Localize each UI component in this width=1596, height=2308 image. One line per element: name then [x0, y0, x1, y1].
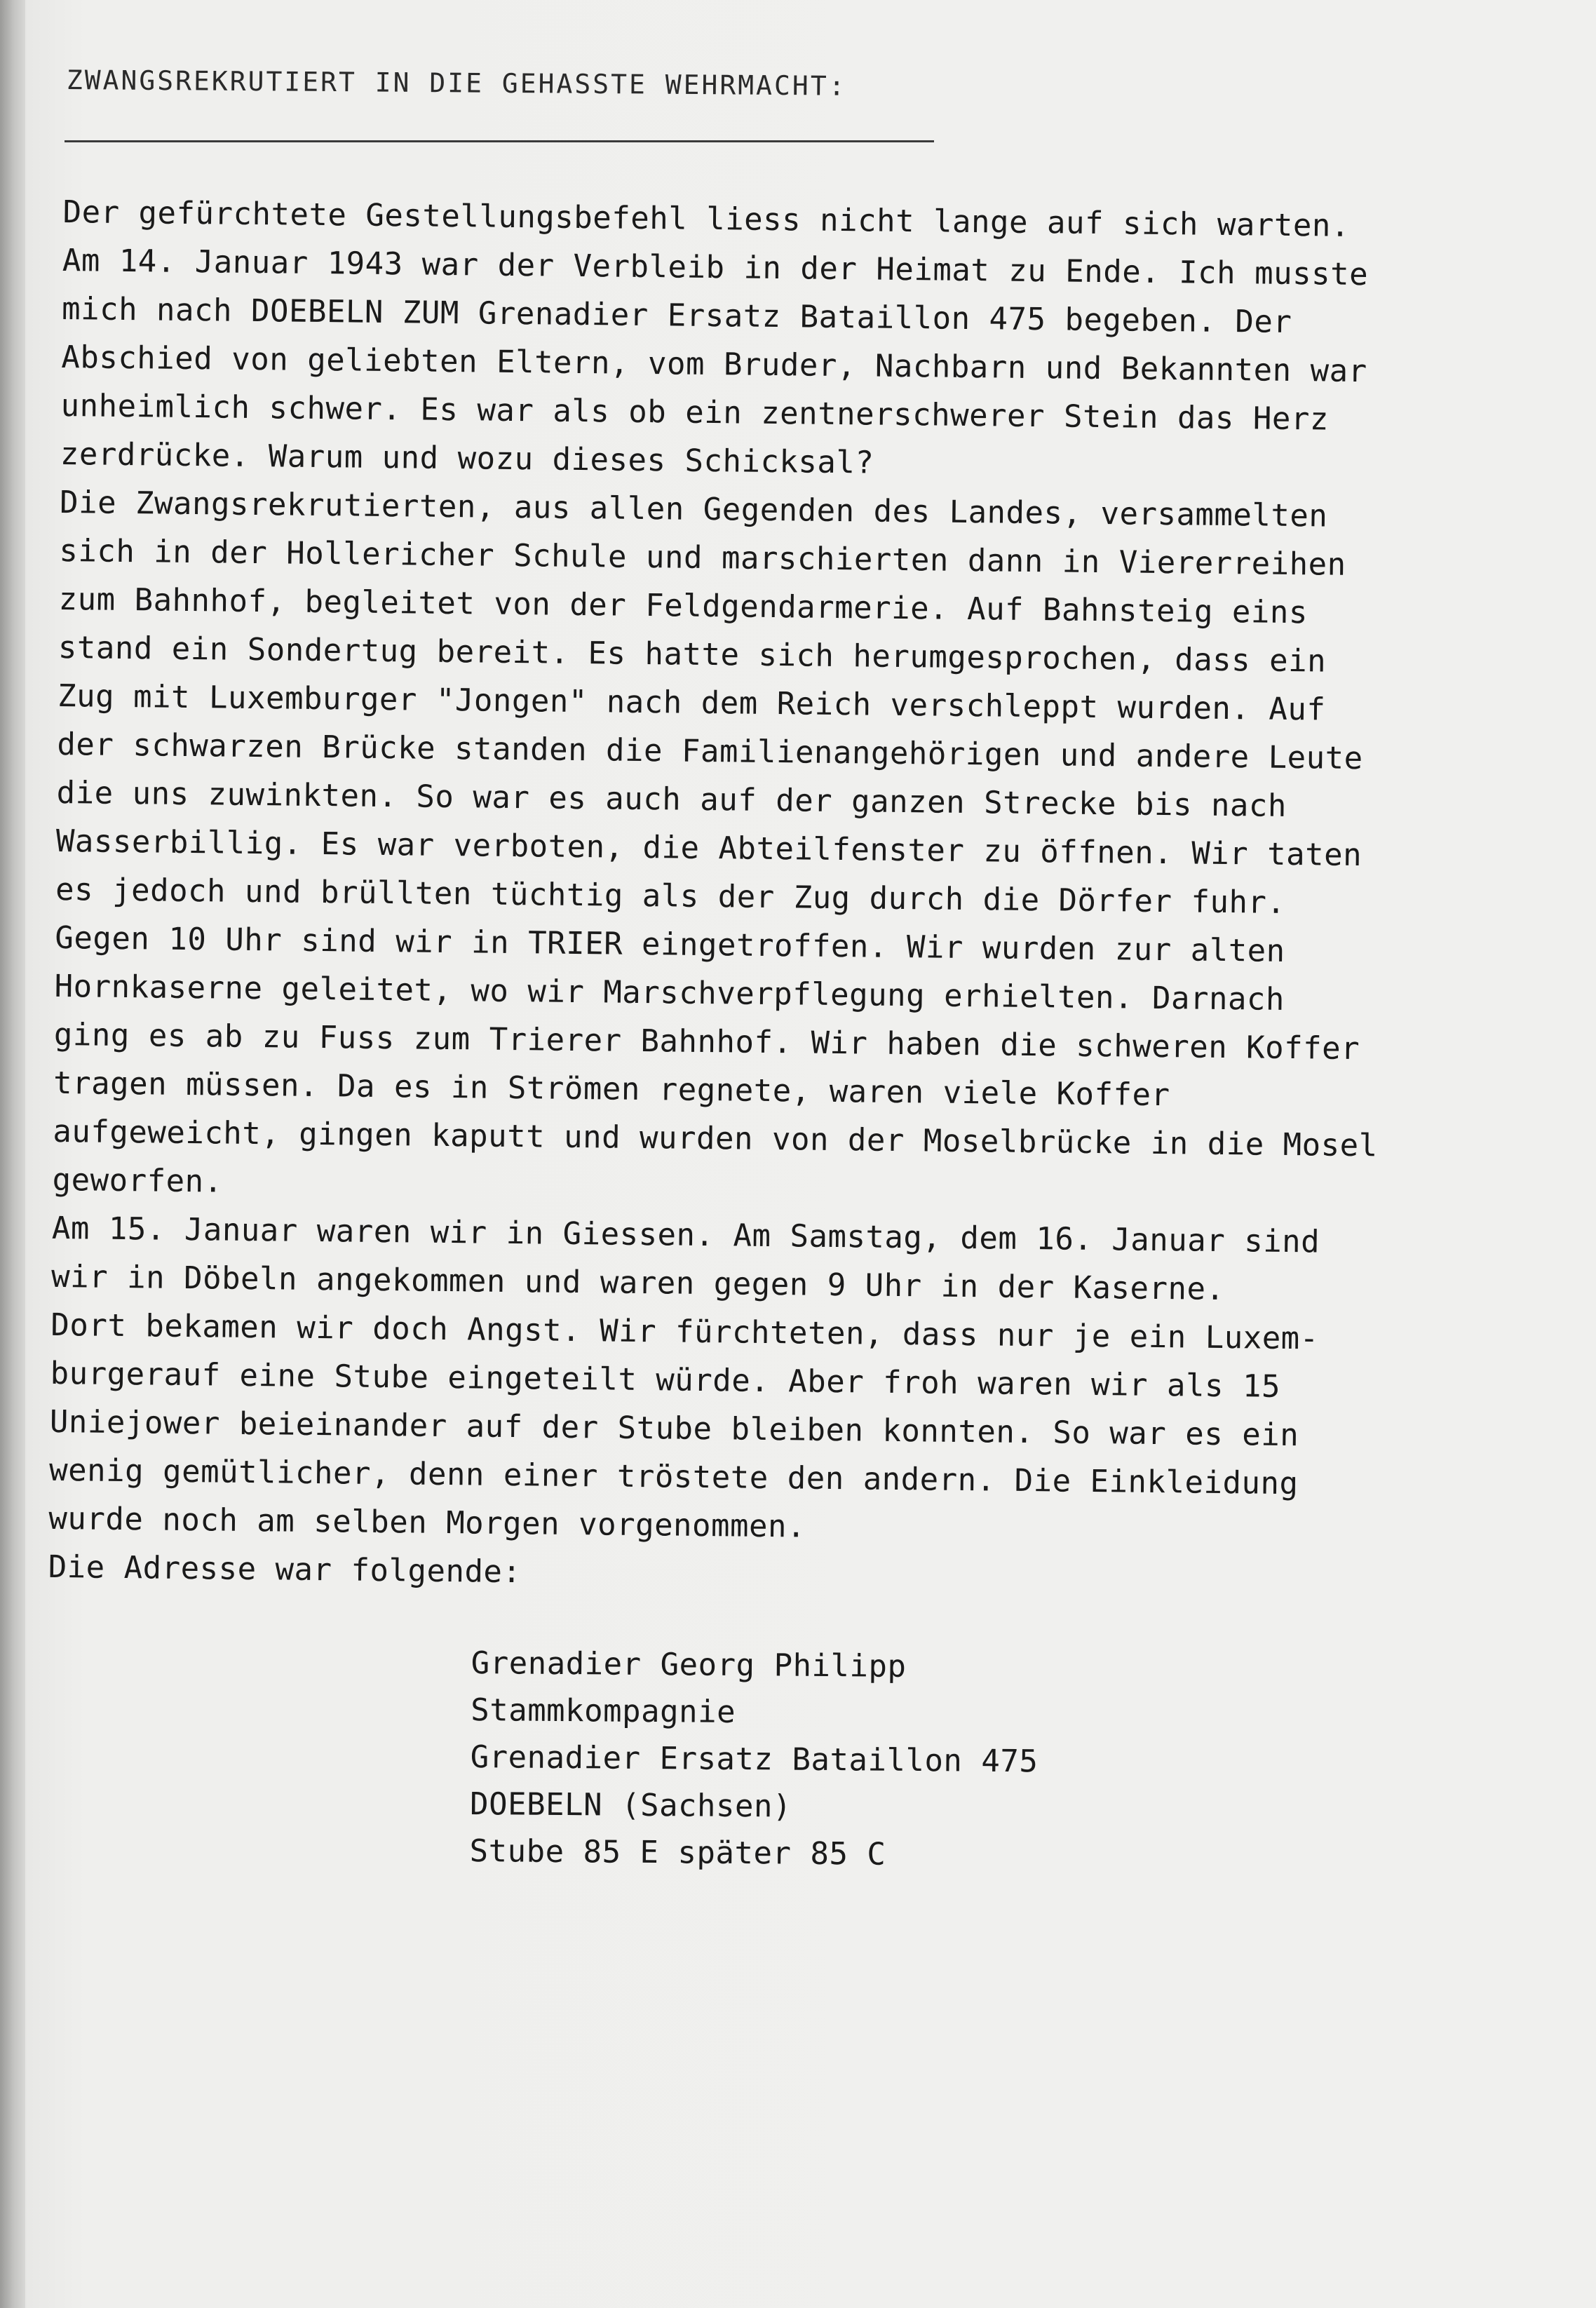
text-line: Hornkaserne geleitet, wo wir Marschverpflegung erhielten. Darnach — [54, 968, 1285, 1018]
text-line: Die Zwangsrekrutierten, aus allen Gegenden des Landes, versammelten — [59, 484, 1328, 534]
text-line: Wasserbillig. Es war verboten, die Abteilfenster zu öffnen. Wir taten — [55, 823, 1362, 874]
body-text — [48, 188, 1501, 1607]
text-line: ging es ab zu Fuss zum Trierer Bahnhof. Wir haben die schweren Koffer — [53, 1016, 1360, 1067]
text-line: Gegen 10 Uhr sind wir in TRIER eingetroffen. Wir wurden zur alten — [55, 919, 1285, 969]
text-line: Uniejower beieinander auf der Stube bleiben konnten. So war es ein — [49, 1403, 1299, 1454]
text-line: wenig gemütlicher, denn einer tröstete den andern. Die Einkleidung — [48, 1452, 1299, 1502]
text-line: Zug mit Luxemburger "Jongen" nach dem Reich verschleppt wurden. Auf — [57, 677, 1326, 728]
text-line: unheimlich schwer. Es war als ob ein zentnerschwerer Stein das Herz — [60, 387, 1330, 438]
heading-underline — [65, 140, 934, 142]
text-line: Am 15. Januar waren wir in Giessen. Am Samstag, dem 16. Januar sind — [51, 1210, 1320, 1260]
address-line: Stammkompagnie — [471, 1692, 736, 1730]
page-edge-shadow — [0, 0, 25, 2308]
text-line: wir in Döbeln angekommen und waren gegen 9 Uhr in der Kaserne. — [50, 1258, 1225, 1308]
section-heading: ZWANGSREKRUTIERT IN DIE GEHASSTE WEHRMACHT: — [66, 65, 847, 102]
text-line: zum Bahnhof, begleitet von der Feldgendarmerie. Auf Bahnsteig eins — [58, 581, 1308, 631]
address-line: Grenadier Georg Philipp — [471, 1645, 907, 1685]
text-line: mich nach DOEBELN ZUM Grenadier Ersatz Bataillon 475 begeben. Der — [61, 290, 1292, 340]
text-line: geworfen. — [52, 1161, 223, 1200]
address-block — [469, 1640, 1039, 1879]
text-line: aufgeweicht, gingen kaputt und wurden von der Moselbrücke in die Mosel — [53, 1113, 1378, 1164]
text-line: es jedoch und brüllten tüchtig als der Zug durch die Dörfer fuhr. — [55, 871, 1286, 921]
text-line: die uns zuwinkten. So war es auch auf der ganzen Strecke bis nach — [56, 774, 1287, 824]
text-line: zerdrücke. Warum und wozu dieses Schicksal? — [60, 436, 874, 481]
address-line: Stube 85 E später 85 C — [469, 1833, 886, 1872]
text-line: sich in der Hollericher Schule und marschierten dann in Viererreihen — [59, 532, 1346, 583]
text-line: stand ein Sondertug bereit. Es hatte sich herumgesprochen, dass ein — [58, 629, 1327, 680]
text-line: Der gefürchtete Gestellungsbefehl liess nicht lange auf sich warten. — [62, 194, 1351, 244]
text-line: wurde noch am selben Morgen vorgenommen. — [48, 1500, 806, 1545]
text-line: der schwarzen Brücke standen die Familienangehörigen und andere Leute — [57, 726, 1363, 777]
address-line: DOEBELN (Sachsen) — [469, 1786, 792, 1825]
text-line: Am 14. Januar 1943 war der Verbleib in der Heimat zu Ende. Ich musste — [62, 242, 1369, 293]
text-line: Abschied von geliebten Eltern, vom Bruder, Nachbarn und Bekannten war — [61, 339, 1367, 390]
text-line: tragen müssen. Da es in Strömen regnete, waren viele Koffer — [53, 1065, 1170, 1114]
text-line: burgerauf eine Stube eingeteilt würde. Aber froh waren wir als 15 — [50, 1355, 1281, 1405]
text-line: Die Adresse war folgende: — [48, 1548, 522, 1591]
address-line: Grenadier Ersatz Bataillon 475 — [470, 1739, 1039, 1780]
text-line: Dort bekamen wir doch Angst. Wir fürchteten, dass nur je ein Luxem- — [50, 1307, 1319, 1357]
